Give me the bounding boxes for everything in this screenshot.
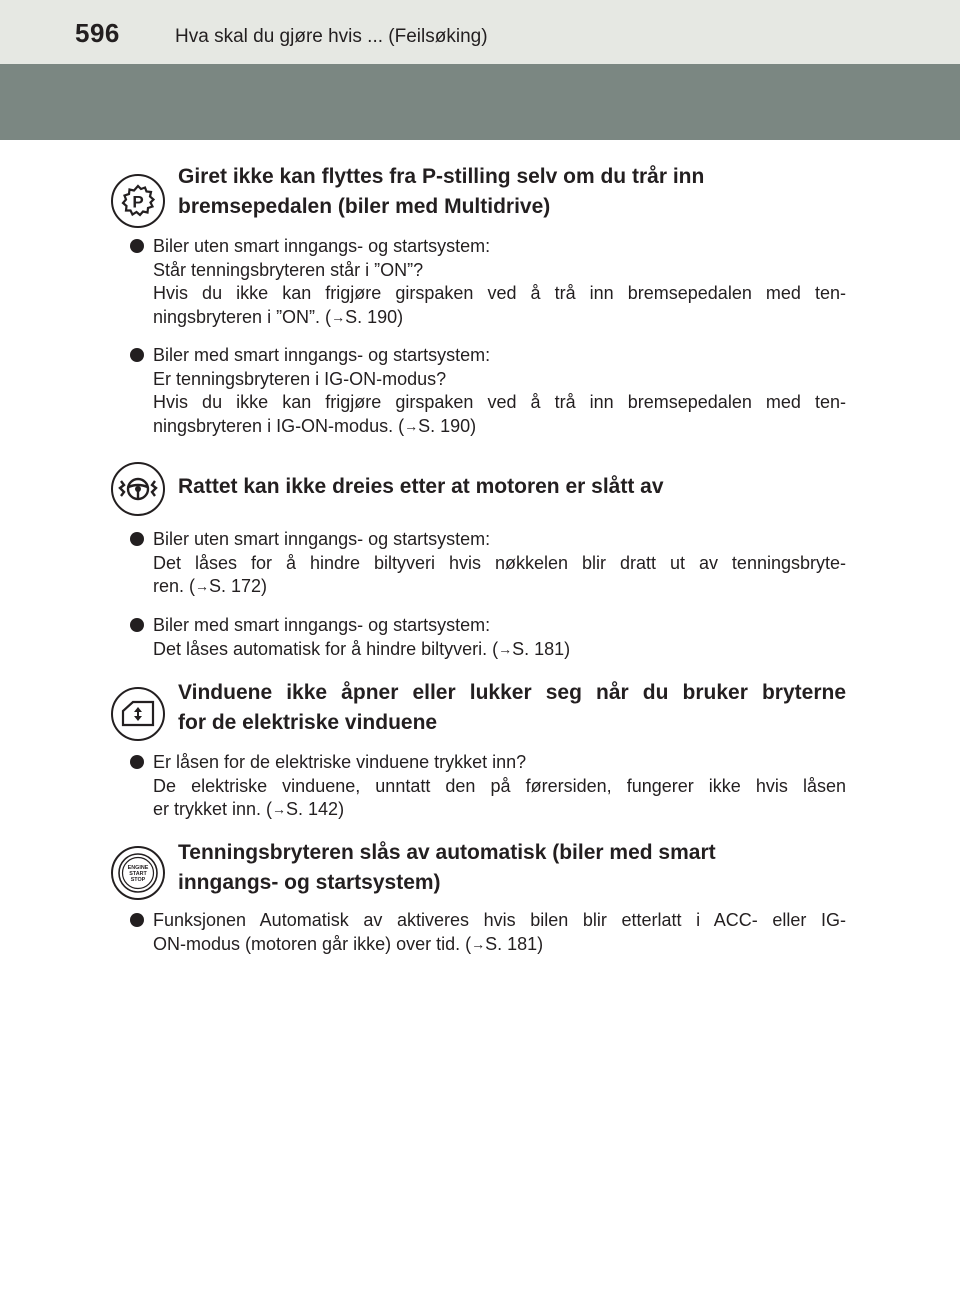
running-head: Hva skal du gjøre hvis ... (Feilsøking) [175,26,488,47]
engine-start-stop-icon [111,846,165,900]
section-title: Rattet kan ikke dreies etter at motoren er slått av [178,475,664,498]
bullet-dot [130,239,144,253]
steering-wheel-icon [111,462,165,516]
bullet-dot [130,618,144,632]
section-title: Giret ikke kan flyttes fra P-stilling selv om du trår inn bremsepedalen (biler med Multidrive) [178,165,705,218]
bullet-dot [130,755,144,769]
bullet-dot [130,348,144,362]
arrow-icon: → [471,935,486,952]
bullet-dot [130,532,144,546]
arrow-icon: → [195,578,210,594]
svg-text:STOP: STOP [130,877,146,883]
arrow-icon: → [498,640,513,657]
svg-text:P: P [132,192,144,212]
p-gear-icon [111,174,165,228]
svg-text:START: START [129,871,147,877]
chapter-band [0,64,960,140]
svg-text:ENGINE: ENGINE [127,865,149,871]
bullet-dot [130,913,144,927]
arrow-icon: → [272,801,287,817]
section-title: Vinduene ikke åpner eller lukker seg når du bruker bryterne for de elektriske vinduene [178,681,846,734]
section-title: Tenningsbryteren slås av automatisk (biler med smart inngangs- og startsystem) [178,841,716,894]
arrow-icon: → [404,417,419,434]
page-number: 596 [75,18,120,48]
arrow-icon: → [331,308,346,325]
power-window-icon [111,687,165,741]
page-header [0,0,960,64]
